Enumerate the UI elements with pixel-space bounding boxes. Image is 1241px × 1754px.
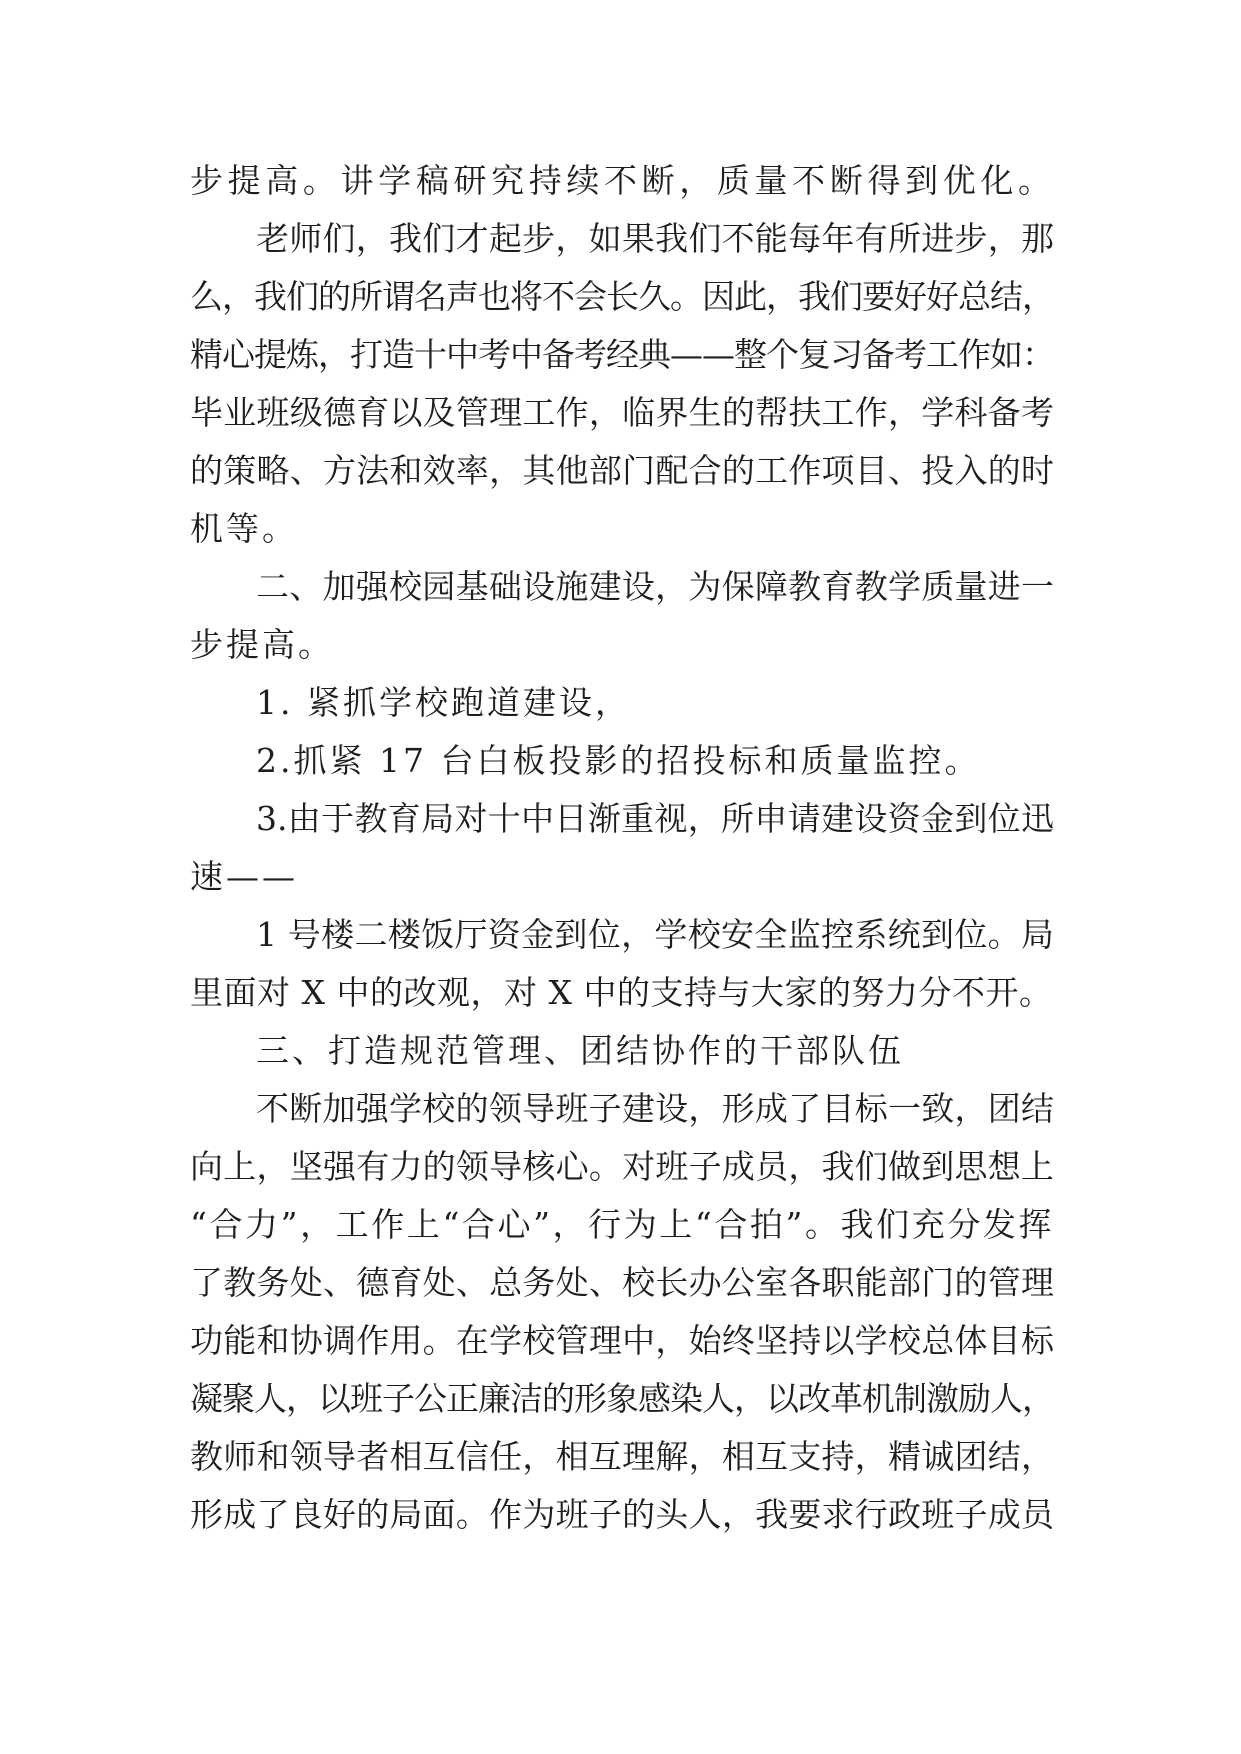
text-line-paragraph-start: 1 号楼二楼饭厅资金到位，学校安全监控系统到位。局: [256, 915, 1054, 954]
text-line: 形成了良好的局面。作为班子的头人，我要求行政班子成员: [190, 1495, 1054, 1534]
document-body: [190, 152, 1054, 1544]
text-line-paragraph-start: 不断加强学校的领导班子建设，形成了目标一致，团结: [256, 1089, 1054, 1128]
text-line: 了教务处、德育处、总务处、校长办公室各职能部门的管理: [190, 1263, 1054, 1302]
text-line: 功能和协调作用。在学校管理中，始终坚持以学校总体目标: [190, 1321, 1054, 1360]
text-line: 精心提炼，打造十中考中备考经典——整个复习备考工作如：: [190, 335, 1054, 374]
text-line: 么，我们的所谓名声也将不会长久。因此，我们要好好总结，: [190, 277, 1054, 316]
text-line: 毕业班级德育以及管理工作，临界生的帮扶工作，学科备考: [190, 393, 1054, 432]
section-heading-2-cont: 步提高。: [190, 625, 334, 664]
text-line: 的策略、方法和效率，其他部门配合的工作项目、投入的时: [190, 451, 1054, 490]
list-item-3-cont: 速——: [190, 857, 298, 896]
list-item-1: 1. 紧抓学校跑道建设，: [256, 683, 631, 722]
text-line-continuation: 步提高。讲学稿研究持续不断，质量不断得到优化。: [190, 161, 1054, 200]
text-line: 凝聚人，以班子公正廉洁的形象感染人，以改革机制激励人，: [190, 1379, 1054, 1418]
section-heading-3: 三、打造规范管理、团结协作的干部队伍: [256, 1031, 904, 1070]
section-heading-2: 二、加强校园基础设施建设，为保障教育教学质量进一: [256, 567, 1054, 606]
text-line-paragraph-end: 里面对 X 中的改观，对 X 中的支持与大家的努力分不开。: [190, 973, 1053, 1012]
text-line-paragraph-start: 老师们，我们才起步，如果我们不能每年有所进步，那: [256, 219, 1054, 258]
list-item-3: 3.由于教育局对十中日渐重视，所申请建设资金到位迅: [256, 799, 1054, 838]
text-line: 教师和领导者相互信任，相互理解，相互支持，精诚团结，: [190, 1437, 1054, 1476]
text-line: 向上，坚强有力的领导核心。对班子成员，我们做到思想上: [190, 1147, 1054, 1186]
text-line: “合力”，工作上“合心”，行为上“合拍”。我们充分发挥: [190, 1205, 1054, 1244]
text-line-paragraph-end: 机等。: [190, 509, 298, 548]
list-item-2: 2.抓紧 17 台白板投影的招投标和质量监控。: [256, 741, 981, 780]
